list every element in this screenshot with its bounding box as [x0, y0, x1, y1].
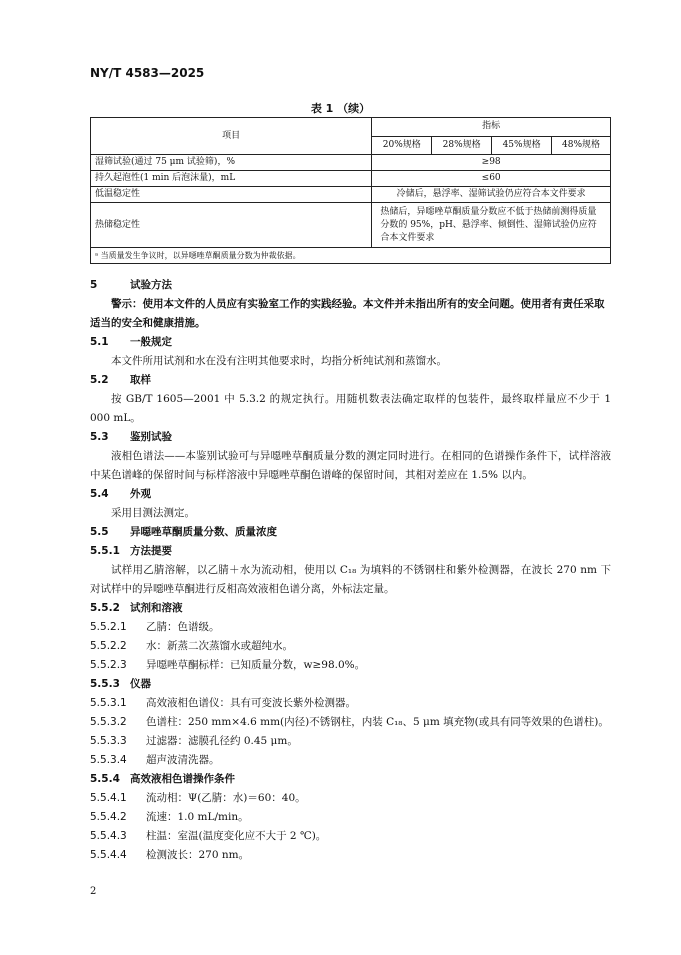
row-value: 热储后，异噁唑草酮质量分数应不低于热储前测得质量分数的 95%，pH、悬浮率、倾倒性、湿筛试验仍应符合本文件要求 [372, 203, 611, 248]
table-header-row [91, 118, 611, 137]
warning-text: 警示：使用本文件的人员应有实验室工作的实践经验。本文件并未指出所有的安全问题。使用者有责任采取适当的安全和健康措施。 [90, 298, 605, 329]
section-5-5-2-heading: 5.5.2 试剂和溶液 [90, 602, 183, 614]
item-5-5-3-1: 5.5.3.1 高效液相色谱仪：具有可变波长紫外检测器。 [90, 697, 356, 709]
item-5-5-4-4: 5.5.4.4 检测波长：270 nm。 [90, 849, 250, 861]
section-5-5-1-text: 试样用乙腈溶解，以乙腈＋水为流动相，使用以 C₁₈ 为填料的不锈钢柱和紫外检测器，在波长 270 nm 下对试样中的异噁唑草酮进行反相高效液相色谱分离，外标法定量。 [90, 564, 611, 595]
section-5-3-heading: 5.3 鉴别试验 [90, 431, 172, 443]
subheader-45: 45%规格 [492, 136, 552, 155]
standard-code: NY/T 4583—2025 [90, 66, 205, 80]
item-5-5-2-1: 5.5.2.1 乙腈：色谱级。 [90, 621, 220, 633]
subheader-48: 48%规格 [552, 136, 611, 155]
item-5-5-2-3: 5.5.2.3 异噁唑草酮标样：已知质量分数，w≥98.0%。 [90, 659, 366, 671]
item-5-5-3-2: 5.5.3.2 色谱柱：250 mm×4.6 mm(内径)不锈钢柱，内装 C₁₈、5 μm 填充物(或具有同等效果的色谱柱)。 [90, 716, 609, 728]
item-5-5-3-3: 5.5.3.3 过滤器：滤膜孔径约 0.45 μm。 [90, 735, 298, 747]
row-value: ≤60 [372, 171, 611, 187]
section-5-2-text: 按 GB/T 1605—2001 中 5.3.2 的规定执行。用随机数表法确定取样的包装件，最终取样量应不少于 1 000 mL。 [90, 393, 611, 424]
header-spec: 指标 [372, 118, 611, 137]
row-item: 热储稳定性 [91, 203, 372, 248]
table-row [91, 203, 611, 248]
table-row [91, 171, 611, 187]
table-row [91, 187, 611, 203]
section-5-3-text: 液相色谱法——本鉴别试验可与异噁唑草酮质量分数的测定同时进行。在相同的色谱操作条件下，试样溶液中某色谱峰的保留时间与标样溶液中异噁唑草酮色谱峰的保留时间，其相对差应在 1.5% 以内。 [90, 450, 611, 481]
row-item: 湿筛试验(通过 75 μm 试验筛)，% [91, 155, 372, 171]
spec-table [90, 117, 611, 264]
table-row [91, 155, 611, 171]
row-item: 低温稳定性 [91, 187, 372, 203]
section-5-5-4-heading: 5.5.4 高效液相色谱操作条件 [90, 773, 235, 785]
section-5-4-heading: 5.4 外观 [90, 488, 151, 500]
header-item: 项目 [91, 118, 372, 155]
item-5-5-4-3: 5.5.4.3 柱温：室温(温度变化应不大于 2 ℃)。 [90, 830, 327, 842]
section-5-5-1-heading: 5.5.1 方法提要 [90, 545, 172, 557]
table-caption: 表 1 （续） [310, 102, 371, 115]
section-5-5-3-heading: 5.5.3 仪器 [90, 678, 151, 690]
item-5-5-3-4: 5.5.3.4 超声波清洗器。 [90, 754, 220, 766]
item-5-5-4-2: 5.5.4.2 流速：1.0 mL/min。 [90, 811, 249, 823]
item-5-5-2-2: 5.5.2.2 水：新蒸二次蒸馏水或超纯水。 [90, 640, 293, 652]
section-5-1-text: 本文件所用试剂和水在没有注明其他要求时，均指分析纯试剂和蒸馏水。 [111, 355, 447, 367]
section-5-2-heading: 5.2 取样 [90, 374, 151, 386]
section-5-4-text: 采用目测法测定。 [111, 507, 195, 519]
page-number: 2 [90, 886, 97, 897]
subheader-20: 20%规格 [372, 136, 432, 155]
item-5-5-4-1: 5.5.4.1 流动相：Ψ(乙腈：水)＝60：40。 [90, 792, 306, 804]
section-5-heading: 5 试验方法 [90, 279, 172, 291]
table-footnote-row [91, 248, 611, 264]
row-item: 持久起泡性(1 min 后泡沫量)，mL [91, 171, 372, 187]
section-5-5-heading: 5.5 异噁唑草酮质量分数、质量浓度 [90, 526, 277, 538]
subheader-28: 28%规格 [432, 136, 492, 155]
section-5-1-heading: 5.1 一般规定 [90, 336, 172, 348]
row-value: ≥98 [372, 155, 611, 171]
row-value: 冷储后，悬浮率、湿筛试验仍应符合本文件要求 [372, 187, 611, 203]
table-footnote: ᵃ 当质量发生争议时，以异噁唑草酮质量分数为仲裁依据。 [91, 248, 611, 264]
document-body [90, 276, 611, 865]
